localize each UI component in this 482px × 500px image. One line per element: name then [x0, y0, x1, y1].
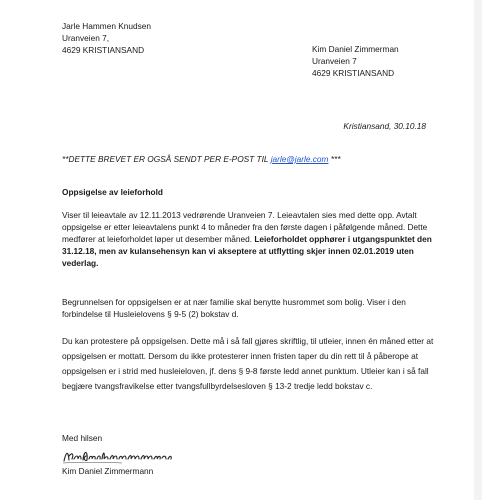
recipient-postal: 4629 KRISTIANSAND [312, 68, 395, 78]
recipient-name: Kim Daniel Zimmerman [312, 44, 399, 54]
email-link[interactable]: jarle@jarle.com [270, 154, 329, 164]
email-notice-suffix: *** [328, 154, 341, 164]
recipient-address-block [312, 43, 399, 79]
sender-name: Jarle Hammen Knudsen [62, 21, 152, 31]
letter-subject: Oppsigelse av leieforhold [62, 187, 163, 197]
recipient-street: Uranveien 7 [312, 56, 357, 66]
handwritten-signature [62, 446, 192, 466]
paragraph-reason: Begrunnelsen for oppsigelsen er at nær familie skal benytte husrommet som bolig. Viser i den forbindelse til Husleielovens § 9-5 (2) bokstav d. [62, 297, 406, 319]
sender-street: Uranveien 7, [62, 33, 110, 43]
paragraph-termination-text: Viser til leieavtale av 12.11.2013 vedrørende Uranveien 7. Leieavtalen sies med dette opp. Avtalt oppsigelse er etter leieavtalens punkt 4 to måneder fra den første dagen i påfølgende måned. Dette medfører at leieforholdet løper ut desember måned. [62, 210, 428, 244]
email-notice-prefix: **DETTE BREVET ER OGSÅ SENDT PER E-POST TIL [62, 154, 271, 164]
paragraph-protest-rights: Du kan protestere på oppsigelsen. Dette må i så fall gjøres skriftlig, til utleier, innen én måned etter at oppsigelsen er mottatt. Dersom du ikke protesterer innen fristen taper du din rett til å påberope at oppsigelsen er i strid med husleieloven, jf. dens § 9-8 første ledd annet punktum. Utleier kan i så fall begjære tvangsfravikelse etter tvangsfullbyrdelsesloven § 13-2 tredje ledd bokstav c. [62, 336, 434, 391]
paragraph-termination-bold: Leieforholdet opphører i utgangspunktet den 31.12.18, men av kulansehensyn kan vi akseptere at utflytting skjer innen 02.01.2019 uten vederlag. [62, 234, 432, 268]
signer-name: Kim Daniel Zimmermann [62, 466, 154, 476]
paragraph-termination [62, 209, 442, 269]
letter-date: Kristiansand, 30.10.18 [343, 121, 426, 131]
closing-greeting: Med hilsen [62, 433, 103, 443]
sender-address-block [62, 20, 151, 56]
sender-postal: 4629 KRISTIANSAND [62, 45, 145, 55]
page-edge [474, 0, 482, 500]
email-notice [62, 153, 340, 165]
